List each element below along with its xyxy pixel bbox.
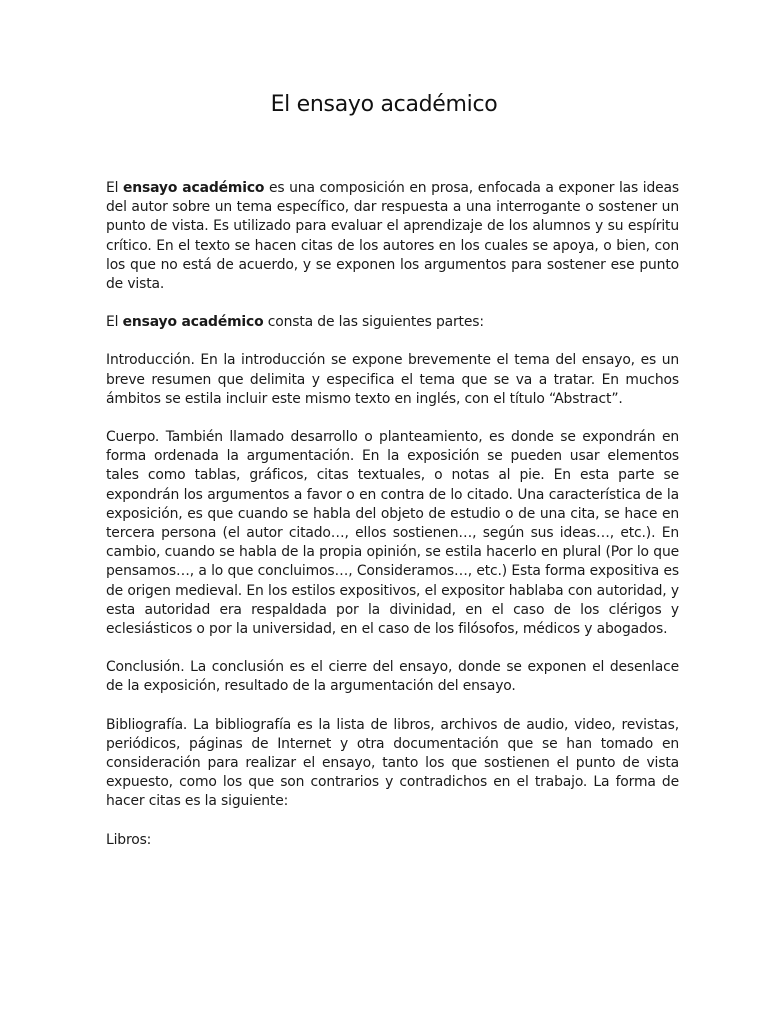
bold-term: ensayo académico: [122, 314, 264, 331]
paragraph-libros: Libros:: [106, 831, 152, 848]
paragraph-definition: [106, 179, 679, 294]
paragraph-cuerpo: Cuerpo. También llamado desarrollo o planteamiento, es donde se expondrán en forma ordenada la argumentación. En la exposición se pueden usar elementos tales como tablas, gráficos, citas textuales, o notas al pie. En esta parte se expondrán los argumentos a favor o en contra de lo citado. Una característica de la exposición, es que cuando se habla del objeto de estudio o de una cita, se hace en tercera persona (el autor citado…, ellos sostienen…, según sus ideas…, etc.). En cambio, cuando se habla de la propia opinión, se estila hacerlo en plural (Por lo que pensamos…, a lo que concluimos…, Consideramos…, etc.) Esta forma expositiva es de origen medieval. En los estilos expositivos, el expositor hablaba con autoridad, y esta autoridad era respaldada por la divinidad, en el caso de los clérigos y eclesiásticos o por la universidad, en el caso de los filósofos, médicos y abogados.: [106, 429, 679, 638]
paragraph-parts-intro: [106, 313, 679, 332]
page-title: El ensayo académico: [270, 92, 498, 117]
text-run: El: [106, 314, 123, 331]
text-run: El: [106, 180, 123, 196]
text-run: consta de las siguientes partes:: [263, 314, 484, 331]
paragraph-bibliografia: Bibliografía. La bibliografía es la lista de libros, archivos de audio, video, revistas, periódicos, páginas de Internet y otra documentación que se han tomado en consideración para realizar el ensayo, tanto los que sostienen el punto de vista expuesto, como los que son contrarios y contradichos en el trabajo. La forma de hacer citas es la siguiente:: [106, 716, 679, 810]
bold-term: ensayo académico: [123, 180, 265, 196]
text-run: es una composición en prosa, enfocada a exponer las ideas del autor sobre un tema específico, dar respuesta a una interrogante o sostener un punto de vista. Es utilizado para evaluar el aprendizaje de los alumnos y su espíritu crítico. En el texto se hacen citas de los autores en los cuales se apoya, o bien, con los que no está de acuerdo, y se exponen los argumentos para sostener ese punto de vista.: [106, 180, 679, 293]
paragraph-conclusion: Conclusión. La conclusión es el cierre del ensayo, donde se exponen el desenlace de la exposición, resultado de la argumentación del ensayo.: [106, 659, 679, 695]
document-body: [106, 179, 679, 850]
paragraph-introduccion: Introducción. En la introducción se expone brevemente el tema del ensayo, es un breve resumen que delimita y especifica el tema que se va a tratar. En muchos ámbitos se estila incluir este mismo texto en inglés, con el título “Abstract”.: [106, 352, 679, 407]
